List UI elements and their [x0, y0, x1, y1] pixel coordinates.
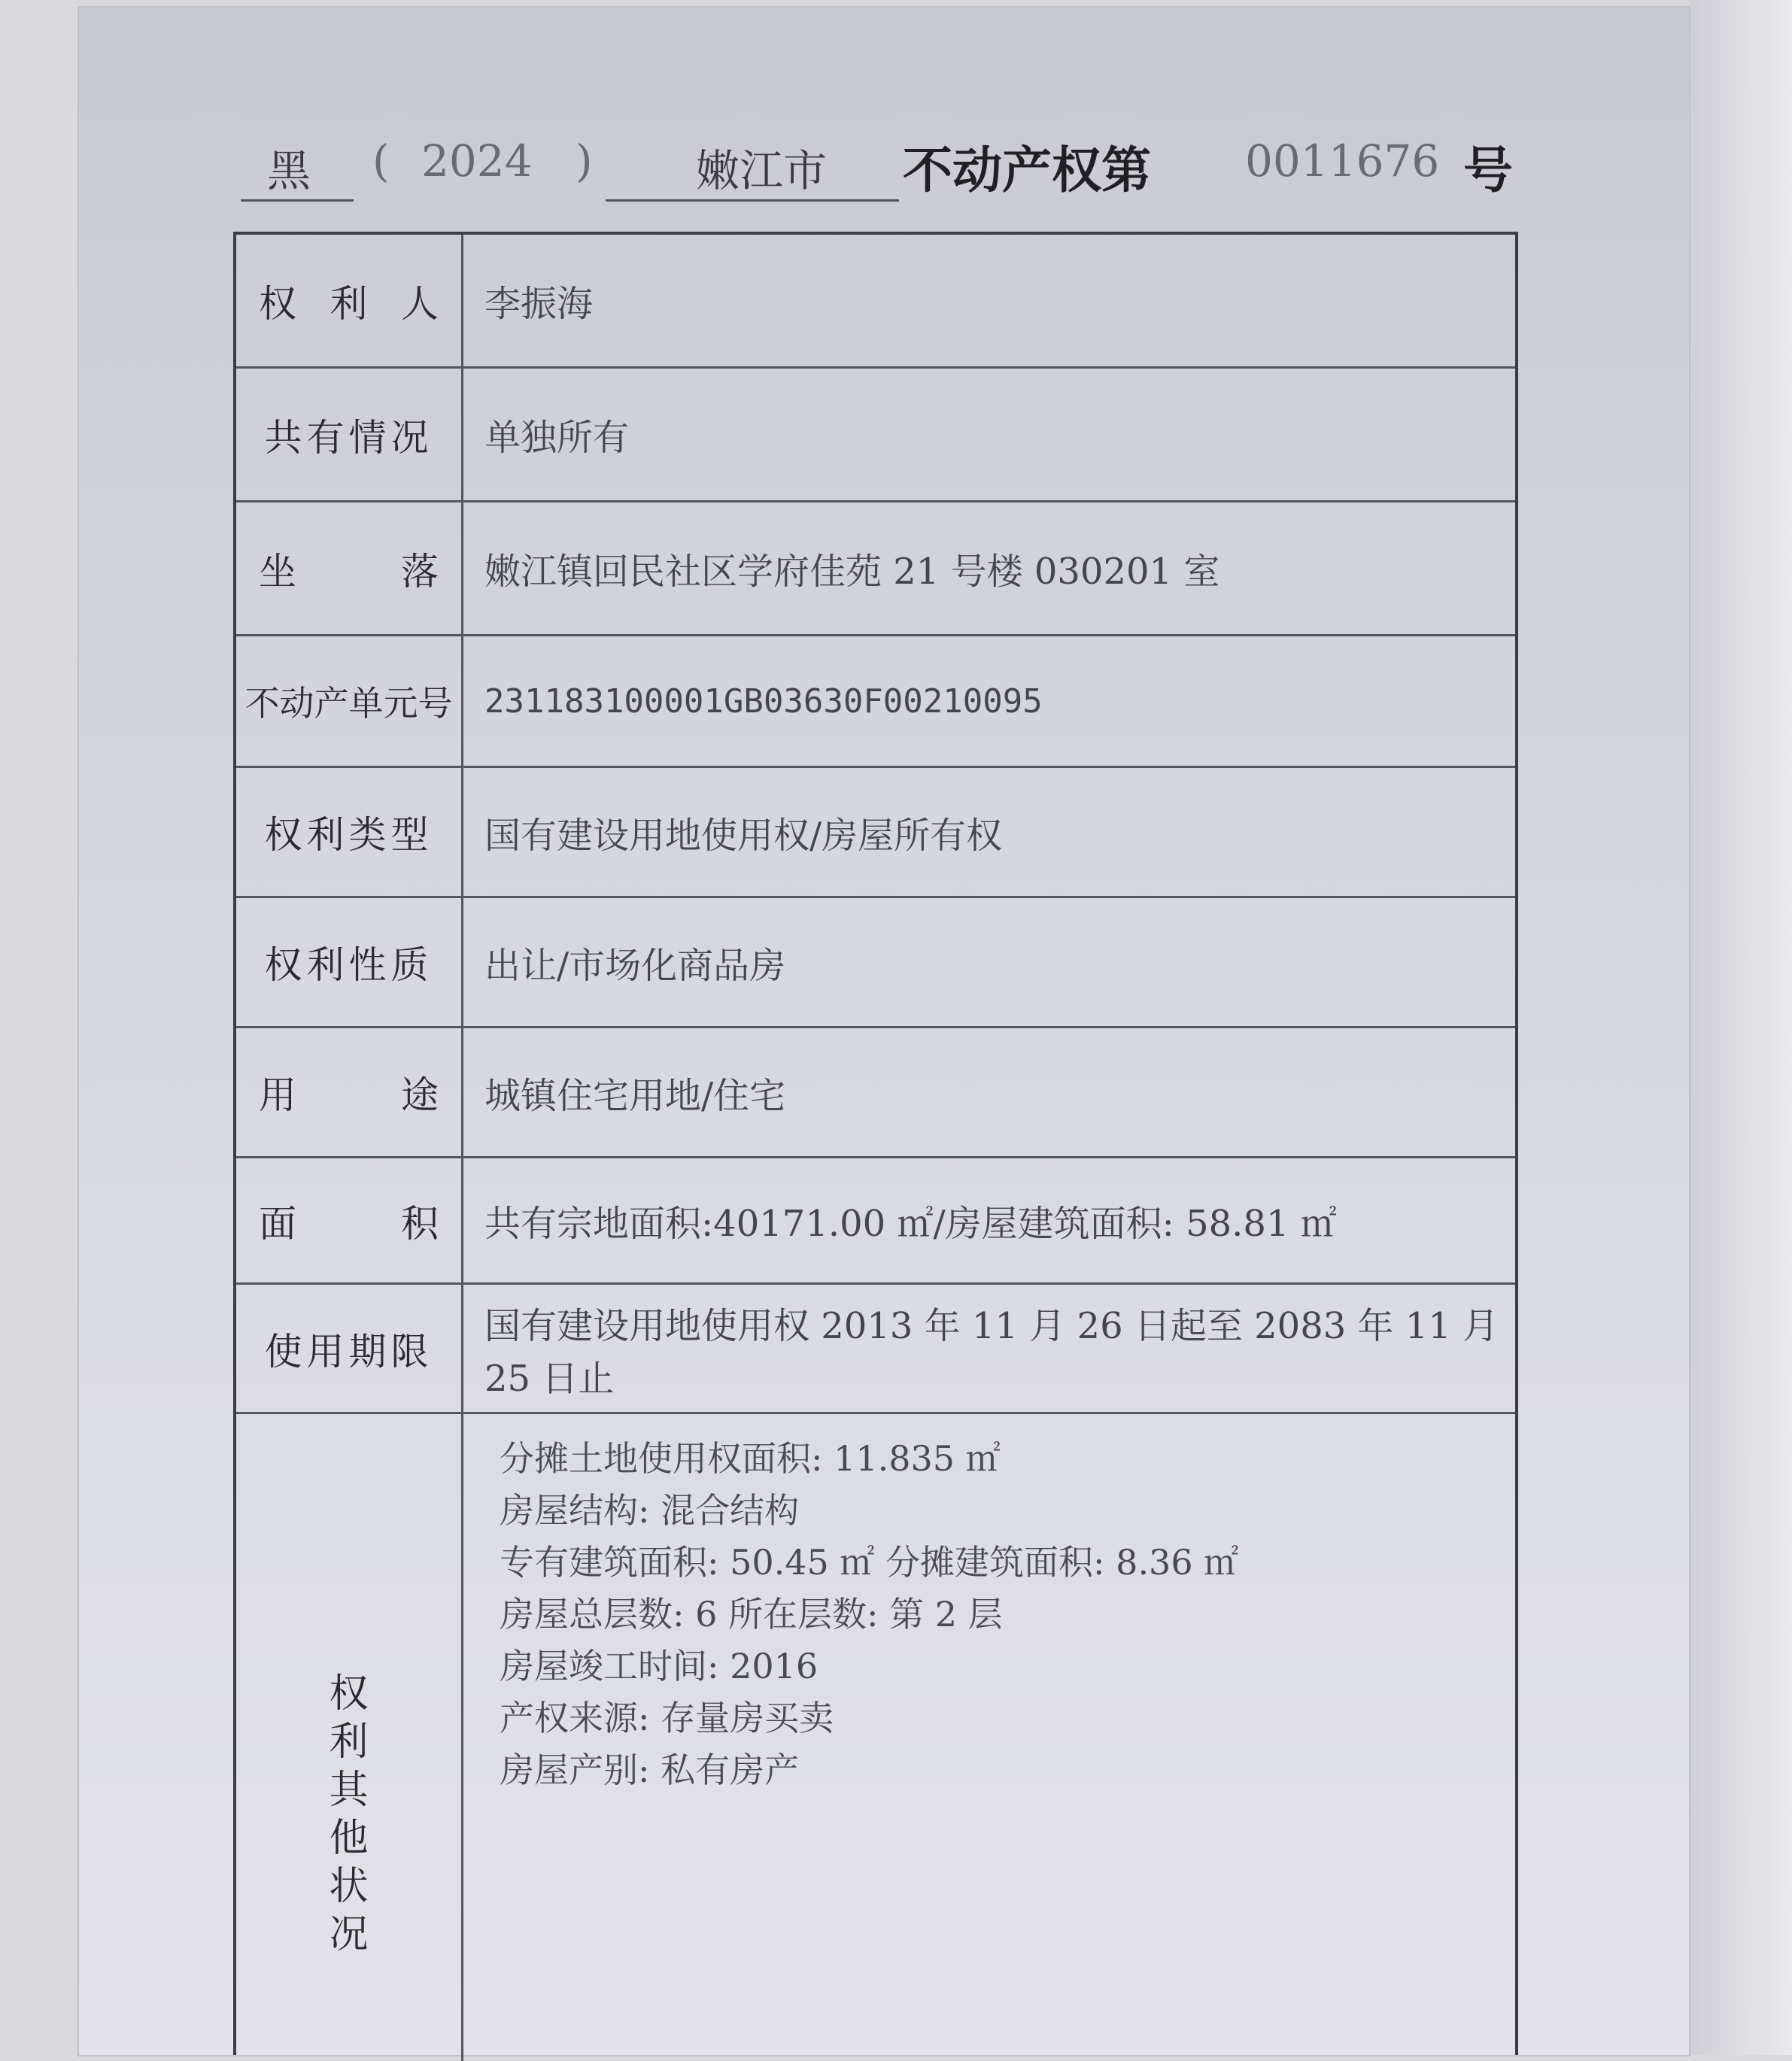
label-location: 坐 落 [236, 502, 463, 634]
row-right-nature [236, 898, 1515, 1028]
row-co-ownership [236, 369, 1515, 502]
label-usage: 用 途 [236, 1028, 463, 1156]
value-right-type: 国有建设用地使用权/房屋所有权 [484, 814, 1003, 857]
row-unit-number [236, 636, 1515, 768]
close-paren: ) [576, 135, 593, 187]
city-name: 嫩江市 [696, 145, 828, 196]
province-underline [241, 199, 354, 202]
row-usage [236, 1028, 1515, 1158]
value-owner: 李振海 [484, 283, 594, 325]
label-unit-number: 不动产单元号 [236, 636, 463, 766]
detail-line: 分摊土地使用权面积: 11.835 ㎡ [500, 1438, 1001, 1479]
certificate-suffix: 号 [1463, 141, 1513, 199]
label-co-ownership: 共有情况 [236, 369, 463, 500]
row-area [236, 1158, 1515, 1285]
detail-line: 专有建筑面积: 50.45 ㎡ 分摊建筑面积: 8.36 ㎡ [500, 1542, 1239, 1583]
row-right-type [236, 768, 1515, 898]
value-usage: 城镇住宅用地/住宅 [484, 1074, 786, 1117]
value-right-nature: 出让/市场化商品房 [484, 944, 786, 987]
label-other-status: 权 利 其 他 状 况 [236, 1414, 463, 2061]
detail-line: 房屋结构: 混合结构 [500, 1490, 800, 1531]
page-margin [1689, 0, 1792, 2055]
property-info-table [233, 232, 1518, 2055]
row-other-status [236, 1414, 1515, 2061]
other-status-details [500, 1433, 1500, 1796]
value-location: 嫩江镇回民社区学府佳苑 21 号楼 030201 室 [484, 551, 1220, 593]
label-term: 使用期限 [236, 1285, 463, 1412]
label-area: 面 积 [236, 1158, 463, 1282]
certificate-number: 0011676 [1245, 135, 1440, 187]
certificate-header [241, 124, 1535, 207]
value-co-ownership: 单独所有 [484, 417, 630, 459]
value-unit-number: 231183100001GB03630F00210095 [484, 681, 1043, 721]
value-area: 共有宗地面积:40171.00 ㎡/房屋建筑面积: 58.81 ㎡ [484, 1203, 1337, 1245]
detail-line: 房屋总层数: 6 所在层数: 第 2 层 [500, 1594, 1003, 1635]
certificate-title: 不动产权第 [903, 141, 1151, 199]
label-right-nature: 权利性质 [236, 898, 463, 1026]
detail-line: 房屋产别: 私有房产 [500, 1750, 800, 1790]
label-owner: 权 利 人 [236, 235, 463, 366]
row-location [236, 502, 1515, 636]
label-right-type: 权利类型 [236, 768, 463, 896]
row-owner [236, 235, 1515, 369]
open-paren: ( [372, 135, 390, 187]
value-term: 国有建设用地使用权 2013 年 11 月 26 日起至 2083 年 11 月 25 日止 [484, 1305, 1499, 1400]
detail-line: 产权来源: 存量房买卖 [500, 1698, 834, 1738]
detail-line: 房屋竣工时间: 2016 [500, 1646, 819, 1686]
row-term [236, 1285, 1515, 1414]
certificate-year: 2024 [421, 135, 533, 187]
city-underline [606, 199, 899, 202]
province-abbr: 黑 [267, 145, 311, 196]
